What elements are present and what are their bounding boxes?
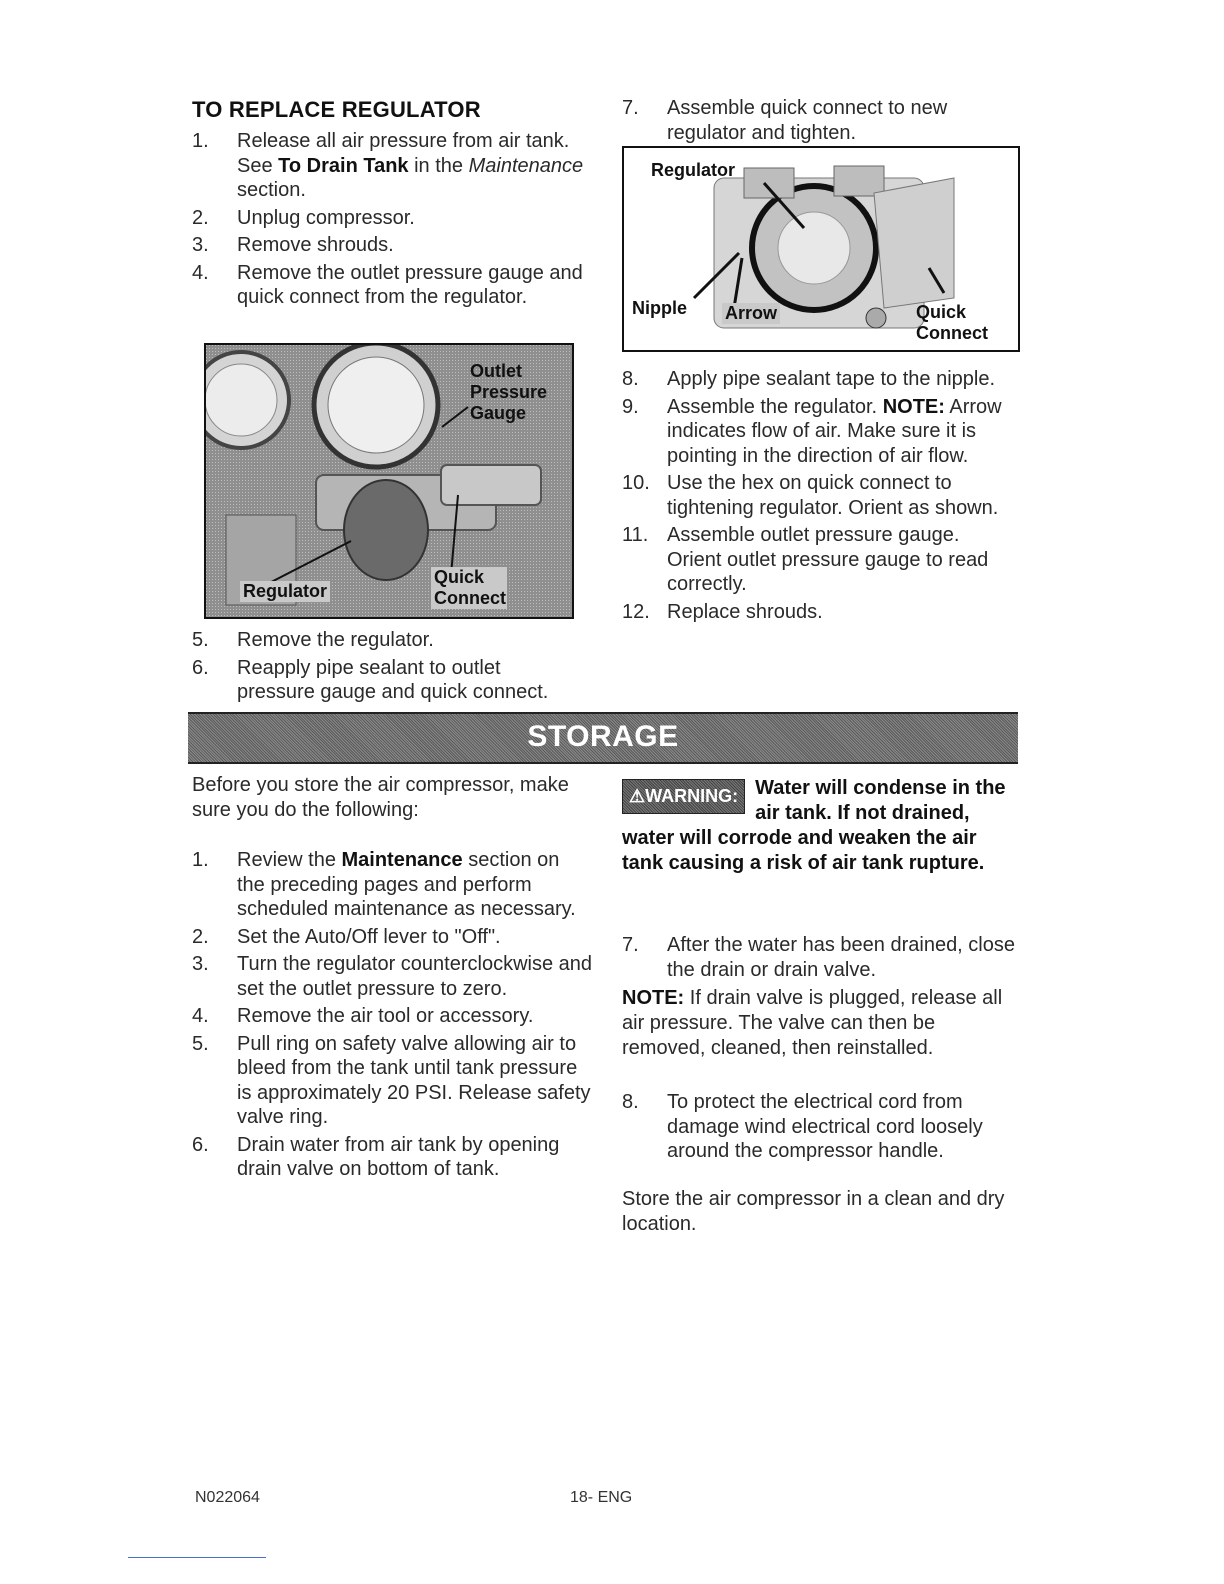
step-text: Remove the outlet pressure gauge and quick connect from the regulator.	[237, 261, 583, 308]
italic-text: Maintenance	[468, 154, 584, 177]
storage-step-8	[622, 1090, 1017, 1167]
step-text: Assemble quick connect to new regulator and tighten.	[667, 97, 948, 144]
step-number: 9.	[622, 395, 639, 418]
label-outlet-pressure-gauge: Outlet Pressure Gauge	[470, 361, 548, 423]
list-item	[622, 523, 1007, 597]
storage-step-7	[622, 933, 1017, 985]
step-text: Drain water from air tank by opening drain valve on bottom of tank.	[237, 1133, 560, 1180]
step-number: 3.	[192, 234, 209, 256]
label-quick-connect-2: Quick Connect	[916, 302, 988, 343]
step-number: 6.	[192, 656, 209, 679]
list-item	[192, 628, 582, 653]
step-text: Release all air pressure from air tank. See	[237, 130, 570, 177]
list-item	[192, 1133, 592, 1182]
step-number: 7.	[622, 97, 639, 119]
list-item	[622, 933, 1017, 982]
step-text: section.	[237, 179, 306, 201]
step-text: Review the	[237, 849, 342, 871]
step-number: 6.	[192, 1133, 209, 1156]
outlet-gauge-photo	[204, 343, 574, 619]
list-item	[192, 952, 592, 1001]
step-number: 2.	[192, 206, 209, 229]
step-number: 1.	[192, 849, 209, 871]
replace-steps-right	[622, 367, 1007, 627]
bold-text: To Drain Tank	[278, 154, 409, 177]
page-number: 18- ENG	[570, 1489, 633, 1506]
label-quick-connect-1: Quick Connect	[431, 567, 507, 609]
list-item	[192, 129, 592, 203]
step-number: 5.	[192, 1032, 209, 1055]
step-number: 1.	[192, 130, 209, 152]
step-text: After the water has been drained, close the drain or drain valve.	[667, 934, 1015, 981]
label-nipple: Nipple	[632, 298, 688, 318]
list-item	[192, 656, 582, 705]
replace-steps-b	[192, 628, 582, 708]
step-text: Use the hex on quick connect to tightening regulator. Orient as shown.	[667, 472, 999, 519]
list-item	[192, 261, 592, 310]
label-arrow: Arrow	[722, 303, 780, 324]
step-number: 10.	[622, 472, 650, 494]
step-text: Remove the regulator.	[237, 629, 434, 651]
list-item	[622, 471, 1007, 520]
list-item	[622, 1090, 1017, 1164]
step-text: Set the Auto/Off lever to "Off".	[237, 925, 501, 948]
step-text: To protect the electrical cord from damage wind electrical cord loosely around the compressor handle.	[667, 1091, 983, 1162]
step-number: 5.	[192, 629, 209, 651]
label-regulator-2: Regulator	[651, 160, 736, 180]
step-text: section on the preceding pages and perform scheduled maintenance as necessary.	[237, 849, 576, 920]
step-number: 12.	[622, 600, 650, 623]
storage-closing: Store the air compressor in a clean and dry location.	[622, 1188, 1005, 1235]
replace-step-7	[622, 96, 1017, 148]
step-number: 11.	[622, 524, 649, 546]
step-text: Assemble the regulator.	[667, 395, 883, 418]
bold-text: Maintenance	[341, 849, 463, 871]
storage-title: STORAGE	[527, 720, 679, 753]
list-item	[192, 1032, 592, 1130]
list-item	[192, 925, 592, 950]
step-text: Arrow indicates flow of air. Make sure it is pointing in the direction of air flow.	[667, 395, 1002, 467]
storage-note	[622, 986, 1017, 1061]
storage-intro: Before you store the air compressor, make sure you do the following:	[192, 774, 569, 821]
regulator-photo	[622, 146, 1020, 352]
list-item	[192, 1004, 592, 1029]
section-heading-replace-regulator: TO REPLACE REGULATOR	[192, 97, 481, 122]
step-text: Unplug compressor.	[237, 206, 415, 229]
list-item	[622, 96, 1017, 145]
note-text: If drain valve is plugged, release all air pressure. The valve can then be removed, cleaned, then reinstalled.	[622, 987, 1003, 1059]
step-text: Turn the regulator counterclockwise and set the outlet pressure to zero.	[237, 953, 592, 1000]
storage-steps	[192, 848, 592, 1185]
step-number: 7.	[622, 934, 639, 956]
step-text: Remove shrouds.	[237, 234, 394, 256]
list-item	[192, 206, 592, 231]
step-number: 8.	[622, 368, 639, 390]
step-number: 2.	[192, 925, 209, 948]
warning-badge: ⚠WARNING:	[622, 779, 745, 814]
label-regulator-1: Regulator	[240, 581, 330, 602]
step-text: Assemble outlet pressure gauge. Orient outlet pressure gauge to read correctly.	[667, 524, 989, 595]
list-item	[622, 367, 1007, 392]
step-text: Reapply pipe sealant to outlet pressure gauge and quick connect.	[237, 656, 549, 703]
warning-text: Water will condense in the air tank. If not drained, water will corrode and weaken the air tank causing a risk of air tank rupture.	[622, 777, 1006, 874]
storage-banner	[188, 712, 1018, 764]
step-number: 3.	[192, 953, 209, 975]
step-number: 4.	[192, 1005, 209, 1027]
list-item	[622, 600, 1007, 625]
list-item	[192, 848, 592, 922]
step-text: Pull ring on safety valve allowing air to bleed from the tank until tank pressure is approximately 20 PSI. Release safety valve ring.	[237, 1032, 591, 1128]
step-text: Remove the air tool or accessory.	[237, 1005, 534, 1027]
note-label: NOTE:	[622, 987, 685, 1009]
document-code: N022064	[195, 1489, 260, 1506]
list-item	[192, 233, 592, 258]
step-number: 4.	[192, 261, 209, 284]
step-text: Apply pipe sealant tape to the nipple.	[667, 368, 996, 390]
step-text: in the	[408, 154, 469, 177]
list-item	[622, 395, 1007, 469]
storage-warning	[622, 776, 1017, 876]
step-number: 8.	[622, 1091, 639, 1113]
bold-text: NOTE:	[882, 395, 945, 418]
footer-rule	[128, 1557, 266, 1558]
step-text: Replace shrouds.	[667, 600, 823, 623]
replace-steps-a	[192, 129, 592, 313]
